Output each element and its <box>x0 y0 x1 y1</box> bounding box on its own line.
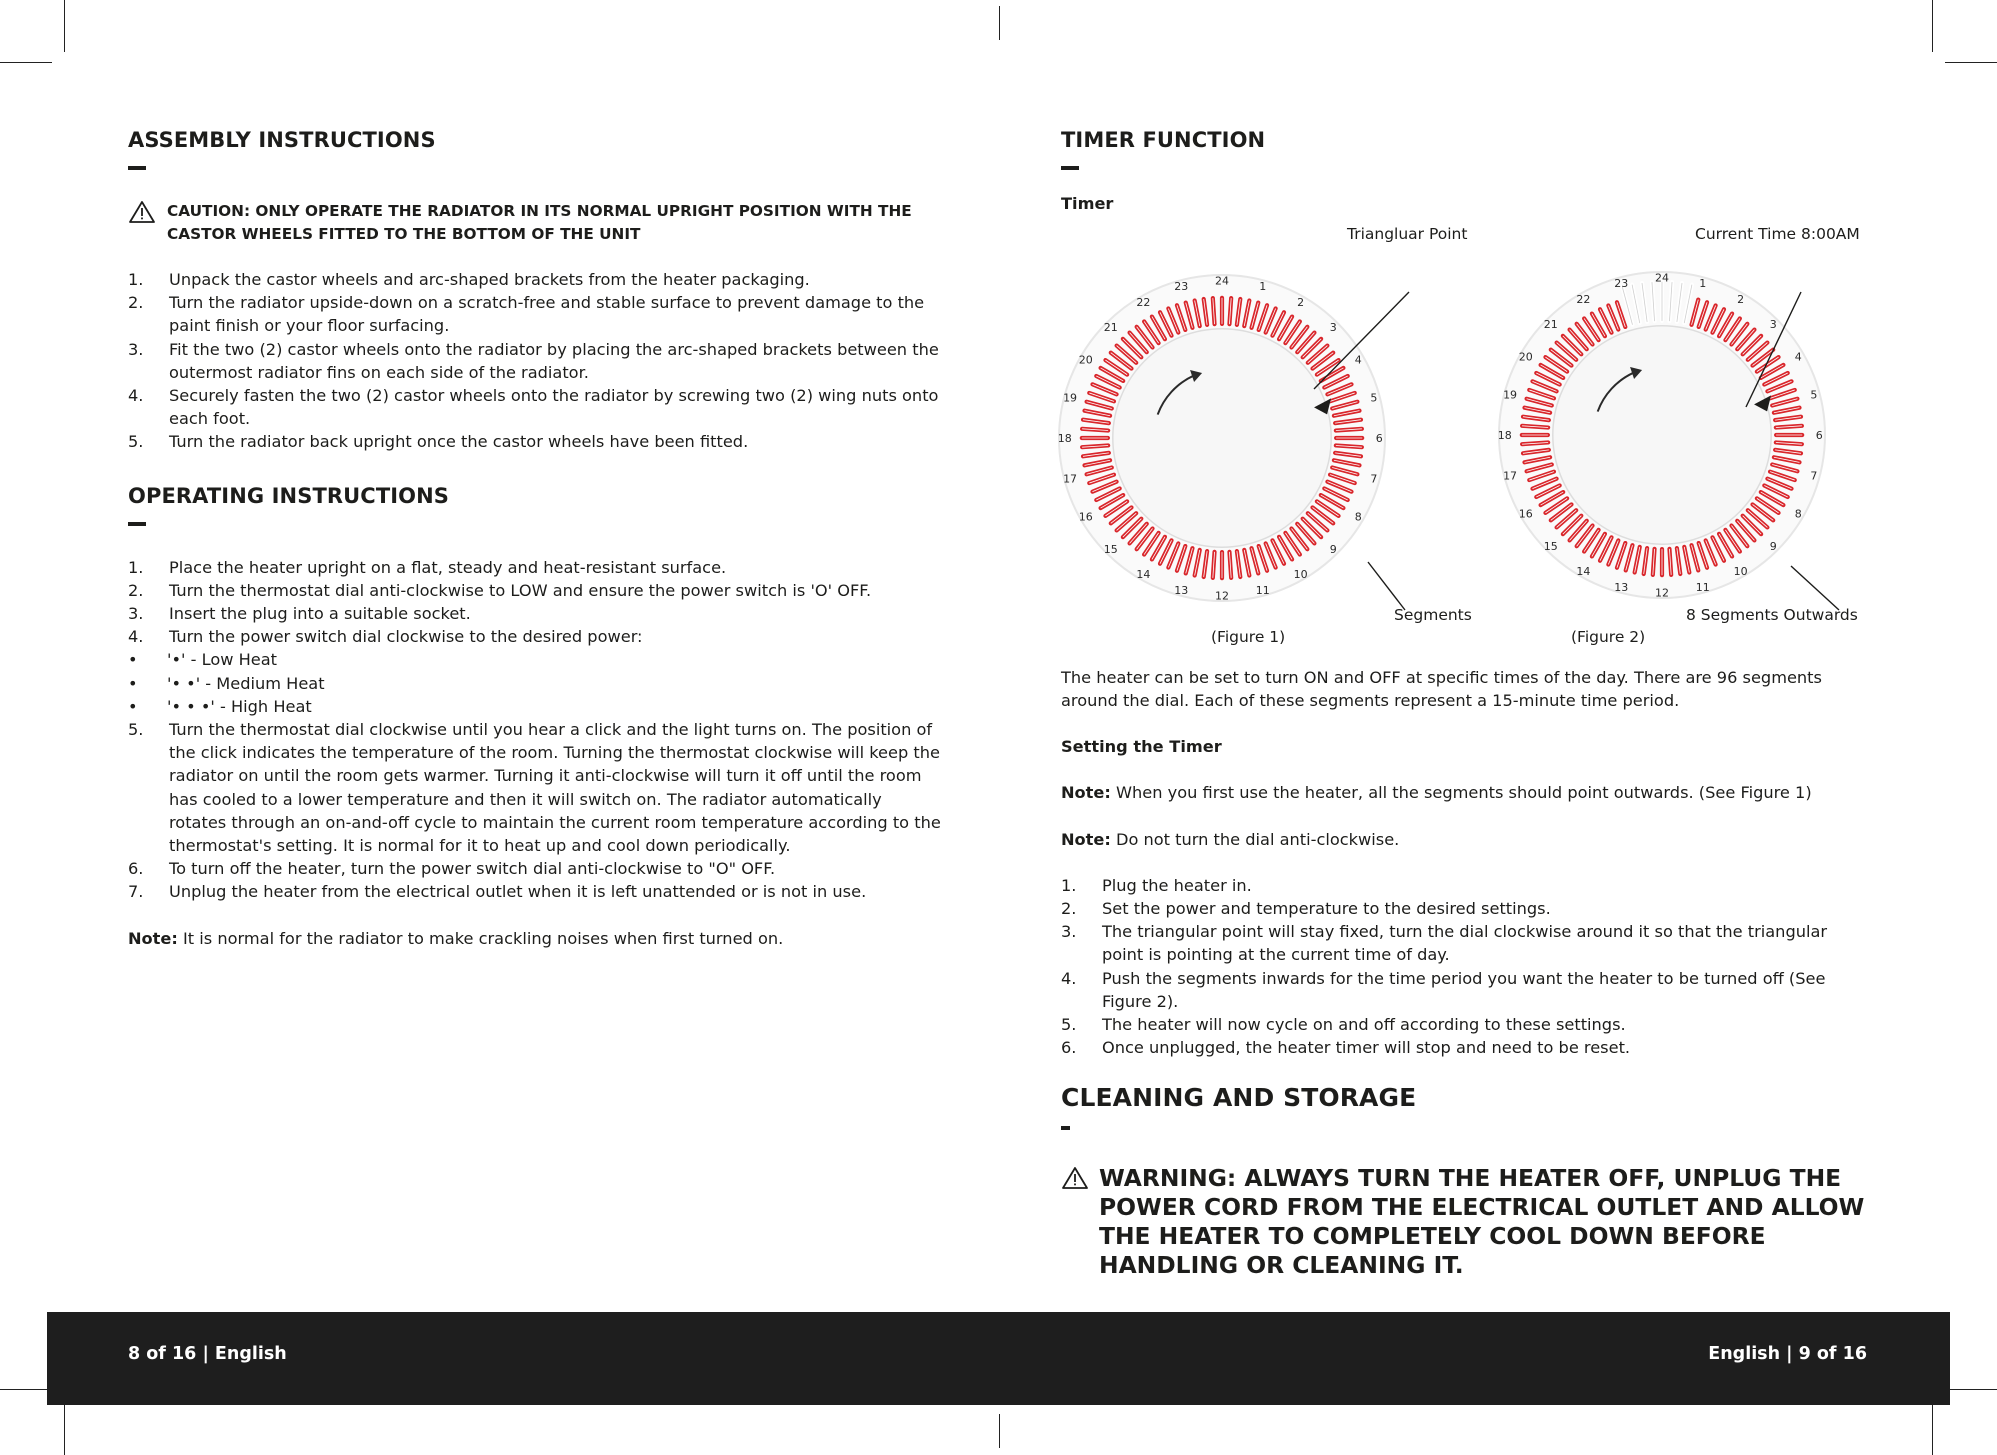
crop-mark <box>1932 1403 1933 1455</box>
list-item <box>128 384 943 430</box>
timer-figures <box>1057 215 1871 646</box>
callout-triangular-point: Triangluar Point <box>1347 225 1468 243</box>
step-number: 6. <box>1061 1038 1077 1058</box>
list-item <box>1061 897 1871 920</box>
step-number: 4. <box>1061 968 1077 988</box>
warning-icon <box>1061 1166 1089 1190</box>
left-page <box>128 128 943 950</box>
list-item <box>1061 1036 1871 1059</box>
dial-hour-number: 5 <box>1370 391 1378 405</box>
timer-dial-figure-2 <box>1498 272 1825 600</box>
step-text: Turn the radiator back upright once the castor wheels have been fitted. <box>169 432 749 452</box>
step-text: To turn off the heater, turn the power switch dial anti-clockwise to "O" OFF. <box>169 859 776 879</box>
list-item <box>128 579 943 602</box>
step-text: Plug the heater in. <box>1102 875 1252 895</box>
list-item <box>128 695 943 718</box>
dial-hour-number: 12 <box>1655 586 1669 600</box>
dial-hour-number: 6 <box>1375 432 1383 445</box>
crop-mark <box>999 6 1000 40</box>
dial-hour-number: 14 <box>1576 565 1591 579</box>
list-item <box>1061 1013 1871 1036</box>
list-item <box>128 857 943 880</box>
dial-hour-number: 20 <box>1518 350 1533 364</box>
step-number: 1. <box>1061 875 1077 895</box>
dial-hour-number: 16 <box>1078 510 1093 524</box>
dial-hour-number: 21 <box>1103 320 1118 334</box>
assembly-steps <box>128 268 943 454</box>
dial-hour-number: 18 <box>1057 432 1072 445</box>
list-item <box>1061 874 1871 897</box>
step-number: 3. <box>128 604 144 624</box>
first-use-note <box>1061 781 1871 804</box>
step-text: Turn the power switch dial clockwise to the desired power: <box>169 627 643 647</box>
step-number: 4. <box>128 627 144 647</box>
list-item <box>128 880 943 903</box>
dial-hour-number: 8 <box>1354 510 1362 524</box>
dial-hour-number: 1 <box>1699 277 1707 291</box>
step-number: 1. <box>128 270 144 289</box>
dial-hour-number: 9 <box>1769 540 1777 554</box>
footer-bar <box>47 1312 1950 1405</box>
crackling-note <box>128 927 943 950</box>
step-number: 5. <box>128 432 144 452</box>
dial-hour-number: 4 <box>1794 350 1802 364</box>
note-label: Note: <box>1061 829 1111 849</box>
dial-hour-number: 19 <box>1503 388 1518 402</box>
caution-block <box>128 200 943 246</box>
step-number: 1. <box>128 557 144 577</box>
dial-hour-number: 1 <box>1259 280 1267 294</box>
dial-hour-number: 14 <box>1136 568 1151 582</box>
timer-dial-figure-1 <box>1058 275 1385 603</box>
callout-segments-outwards: 8 Segments Outwards <box>1686 606 1858 624</box>
step-text: Securely fasten the two (2) castor wheels onto the radiator by screwing two (2) wing nuts onto each foot. <box>169 386 939 429</box>
bullet: • <box>128 673 138 693</box>
crop-mark <box>64 0 65 52</box>
callout-current-time: Current Time 8:00AM <box>1695 225 1860 243</box>
step-text: Place the heater upright on a flat, steady and heat-resistant surface. <box>169 557 727 577</box>
list-item <box>128 430 943 453</box>
step-number: 7. <box>128 882 144 902</box>
title-dash <box>128 166 146 170</box>
dial-hour-number: 12 <box>1215 589 1229 603</box>
note-label: Note: <box>1061 783 1111 803</box>
crop-mark <box>1945 1389 1997 1390</box>
dial-hour-number: 7 <box>1370 472 1378 486</box>
operating-steps-continued <box>128 718 943 904</box>
footer-page-right: English | 9 of 16 <box>1708 1344 1867 1364</box>
figure-2-caption: (Figure 2) <box>1571 628 1646 646</box>
operating-steps <box>128 556 943 649</box>
dial-hour-number: 19 <box>1063 391 1078 405</box>
step-number: 4. <box>128 386 144 406</box>
dial-hour-number: 22 <box>1136 295 1151 309</box>
dial-hour-number: 11 <box>1695 580 1710 594</box>
title-dash <box>1061 1126 1070 1130</box>
step-number: 5. <box>128 720 144 740</box>
cleaning-warning <box>1061 1164 1871 1280</box>
dial-hour-number: 4 <box>1354 353 1362 367</box>
step-number: 3. <box>1061 922 1077 942</box>
dial-hour-number: 13 <box>1614 580 1629 594</box>
title-dash <box>128 522 146 526</box>
step-text: Turn the radiator upside-down on a scratch-free and stable surface to prevent damage to the paint finish or your floor surfacing. <box>169 293 925 336</box>
note-text: When you first use the heater, all the segments should point outwards. (See Figure 1) <box>1110 783 1812 803</box>
step-text: Push the segments inwards for the time period you want the heater to be turned off (See Figure 2). <box>1102 968 1826 1011</box>
dial-hour-number: 13 <box>1174 583 1189 597</box>
timer-dials-figure <box>1057 215 1871 639</box>
dial-hour-number: 24 <box>1655 271 1669 285</box>
dial-hour-number: 21 <box>1543 317 1558 331</box>
dial-hour-number: 24 <box>1215 274 1229 288</box>
crop-mark <box>0 1389 52 1390</box>
note-text: It is normal for the radiator to make crackling noises when first turned on. <box>177 928 784 948</box>
list-item <box>128 602 943 625</box>
crop-mark <box>999 1414 1000 1448</box>
step-text: Turn the thermostat dial anti-clockwise to LOW and ensure the power switch is 'O' OFF. <box>169 580 872 600</box>
dial-hour-number: 18 <box>1497 429 1512 442</box>
step-text: Set the power and temperature to the desired settings. <box>1102 899 1551 919</box>
note-label: Note: <box>128 928 178 948</box>
list-item <box>128 556 943 579</box>
step-text: Unpack the castor wheels and arc-shaped brackets from the heater packaging. <box>169 270 810 289</box>
list-item <box>1061 967 1871 1013</box>
setting-timer-title: Setting the Timer <box>1061 737 1222 757</box>
dial-hour-number: 11 <box>1255 583 1270 597</box>
dial-hour-number: 15 <box>1543 540 1558 554</box>
dial-hour-number: 20 <box>1078 353 1093 367</box>
step-text: Once unplugged, the heater timer will stop and need to be reset. <box>1102 1038 1631 1058</box>
list-item <box>128 718 943 857</box>
callout-segments: Segments <box>1394 606 1472 624</box>
step-number: 2. <box>1061 899 1077 919</box>
dial-hour-number: 10 <box>1293 568 1308 582</box>
crop-mark <box>1932 0 1933 52</box>
warning-text: WARNING: ALWAYS TURN THE HEATER OFF, UNPLUG THE POWER CORD FROM THE ELECTRICAL OUTLET AND ALLOW THE HEATER TO COMPLETELY COOL DOWN BEFORE HANDLING OR CLEANING IT. <box>1099 1164 1865 1280</box>
step-text: Fit the two (2) castor wheels onto the radiator by placing the arc-shaped brackets between the outermost radiator fins on each side of the radiator. <box>169 339 939 382</box>
list-item <box>128 648 943 671</box>
dial-hour-number: 8 <box>1794 507 1802 521</box>
list-item <box>1061 920 1871 966</box>
operating-title: OPERATING INSTRUCTIONS <box>128 483 450 508</box>
list-item <box>128 672 943 695</box>
step-text: Insert the plug into a suitable socket. <box>169 604 471 624</box>
list-item <box>128 291 943 337</box>
dial-hour-number: 15 <box>1103 543 1118 557</box>
dial-hour-number: 5 <box>1810 388 1818 402</box>
dial-hour-number: 7 <box>1810 469 1818 483</box>
dial-hour-number: 23 <box>1614 277 1629 291</box>
dial-hour-number: 22 <box>1576 292 1591 306</box>
dial-hour-number: 23 <box>1174 280 1189 294</box>
assembly-title: ASSEMBLY INSTRUCTIONS <box>128 128 436 152</box>
power-levels <box>128 648 943 718</box>
dial-hour-number: 6 <box>1815 429 1823 442</box>
crop-mark <box>64 1403 65 1455</box>
warning-icon <box>128 200 156 224</box>
step-number: 3. <box>128 339 144 359</box>
step-number: 2. <box>128 580 144 600</box>
dial-hour-number: 3 <box>1769 317 1777 331</box>
dial-hour-number: 17 <box>1063 472 1078 486</box>
list-item <box>128 338 943 384</box>
cleaning-title: CLEANING AND STORAGE <box>1061 1083 1417 1113</box>
power-level-text: '•' - Low Heat <box>167 650 278 670</box>
power-level-text: '• • •' - High Heat <box>167 696 312 716</box>
right-page <box>1057 128 1871 1280</box>
title-dash <box>1061 166 1079 170</box>
dial-hour-number: 9 <box>1329 543 1337 557</box>
list-item <box>128 268 943 291</box>
callout-line-segments <box>1368 562 1405 610</box>
step-number: 2. <box>128 293 144 313</box>
timer-subtitle: Timer <box>1061 194 1114 213</box>
dial-hour-number: 16 <box>1518 507 1533 521</box>
step-text: Unplug the heater from the electrical outlet when it is left unattended or is not in use. <box>169 882 867 902</box>
figure-1-caption: (Figure 1) <box>1211 628 1286 646</box>
list-item <box>128 625 943 648</box>
dial-face <box>1553 326 1771 544</box>
footer-page-left: 8 of 16 | English <box>128 1344 287 1364</box>
dial-hour-number: 3 <box>1329 320 1337 334</box>
dial-hour-number: 2 <box>1297 295 1305 309</box>
timer-steps <box>1061 874 1871 1060</box>
step-number: 6. <box>128 859 144 879</box>
bullet: • <box>128 650 138 670</box>
crop-mark <box>0 62 52 63</box>
dial-hour-number: 2 <box>1737 292 1745 306</box>
step-text: The triangular point will stay fixed, turn the dial clockwise around it so that the triangular point is pointing at the current time of day. <box>1102 922 1828 965</box>
dial-face <box>1113 329 1331 547</box>
note-text: Do not turn the dial anti-clockwise. <box>1110 829 1400 849</box>
callout-line-segments-outwards <box>1791 566 1839 610</box>
timer-title: TIMER FUNCTION <box>1061 128 1266 152</box>
dial-hour-number: 17 <box>1503 469 1518 483</box>
dial-direction-note <box>1061 828 1871 851</box>
timer-intro: The heater can be set to turn ON and OFF at specific times of the day. There are 96 segments around the dial. Each of these segments represent a 15-minute time period. <box>1061 668 1822 711</box>
step-text: Turn the thermostat dial clockwise until you hear a click and the light turns on. The position of the click indicates the temperature of the room. Turning the thermostat clockwise will keep the radiator on until the room gets warmer. Turning it anti-clockwise will turn it off until the room has cooled to a lower temperature and then it will switch on. The radiator automatically rotates through an on-and-off cycle to maintain the current room temperature according to the thermostat's setting. It is normal for it to heat up and cool down periodically. <box>169 720 941 856</box>
step-number: 5. <box>1061 1015 1077 1035</box>
bullet: • <box>128 696 138 716</box>
crop-mark <box>1945 62 1997 63</box>
power-level-text: '• •' - Medium Heat <box>167 673 325 693</box>
dial-hour-number: 10 <box>1733 565 1748 579</box>
step-text: The heater will now cycle on and off according to these settings. <box>1102 1015 1626 1035</box>
caution-text: CAUTION: ONLY OPERATE THE RADIATOR IN ITS NORMAL UPRIGHT POSITION WITH THE CASTOR WHEELS FITTED TO THE BOTTOM OF THE UNIT <box>167 202 912 243</box>
